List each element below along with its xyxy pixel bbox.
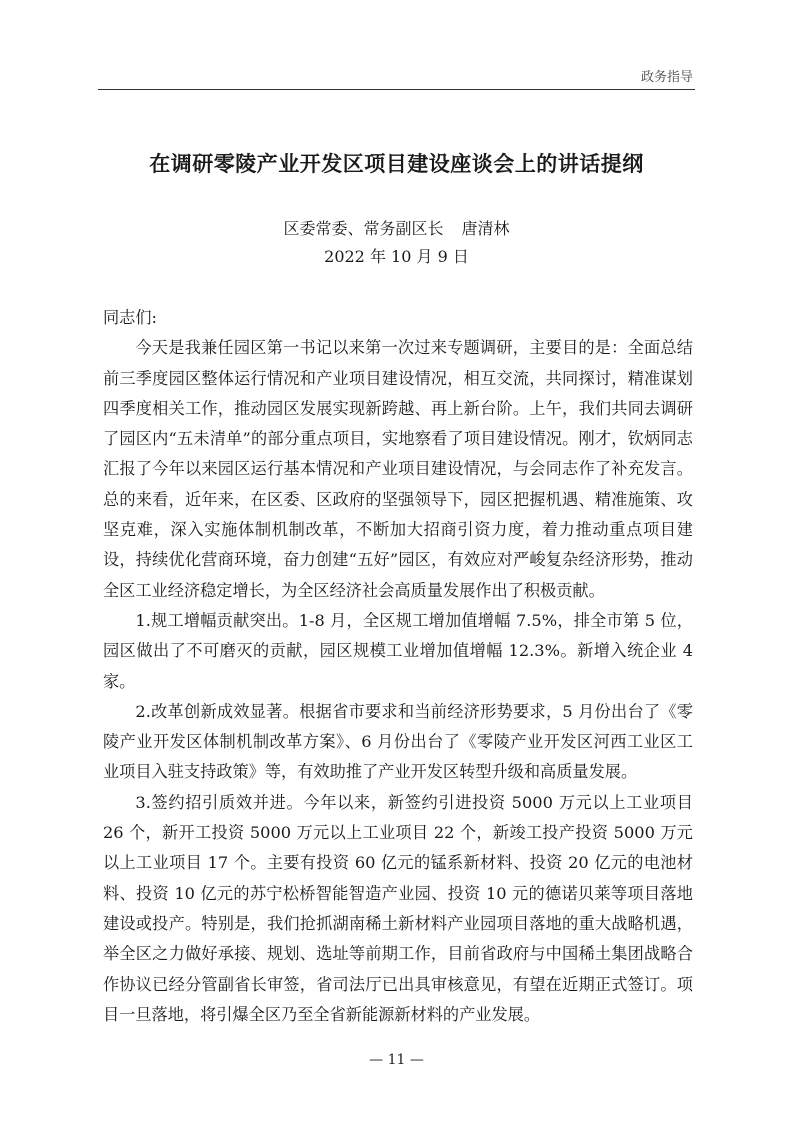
paragraph-item-3: 3.签约招引质效并进。今年以来，新签约引进投资 5000 万元以上工业项目 26 个，新开工投资 5000 万元以上工业项目 22 个，新竣工投产投资 5000 万元以上工业项目 17 个。主要有投资 60 亿元的锰系新材料、投资 20 亿元的电池材料、投资 10 亿元的苏宁松桥智能智造产业园、投资 10 元的德诺贝莱等项目落地建设或投产。特别是，我们抢抓湖南稀土新材料产业园项目落地的重大战略机遇，举全区之力做好承接、规划、选址等前期工作，目前省政府与中国稀土集团战略合作协议已经分管副省长审签，省司法厅已出具审核意见，有望在近期正式签订。项目一旦落地，将引爆全区乃至全省新能源新材料的产业发展。 [103, 792, 693, 1024]
author-line [98, 216, 695, 239]
paragraph-intro: 今天是我兼任园区第一书记以来第一次过来专题调研，主要目的是：全面总结前三季度园区整体运行情况和产业项目建设情况，相互交流，共同探讨，精准谋划四季度相关工作，推动园区发展实现新跨越、再上新台阶。上午，我们共同去调研了园区内“五未清单”的部分重点项目，实地察看了项目建设情况。刚才，钦炳同志汇报了今年以来园区运行基本情况和产业项目建设情况，与会同志作了补充发言。总的来看，近年来，在区委、区政府的坚强领导下，园区把握机遇、精准施策、攻坚克难，深入实施体制机制改革，不断加大招商引资力度，着力推动重点项目建设，持续优化营商环境，奋力创建“五好”园区，有效应对严峻复杂经济形势，推动全区工业经济稳定增长，为全区经济社会高质量发展作出了积极贡献。 [103, 338, 693, 600]
document-body [103, 303, 693, 1030]
paragraph-item-2: 2.改革创新成效显著。根据省市要求和当前经济形势要求，5 月份出台了《零陵产业开发区体制机制改革方案》、6 月份出台了《零陵产业开发区河西工业区工业项目入驻支持政策》等，有效助推了产业开发区转型升级和高质量发展。 [103, 701, 693, 782]
section-label: 政务指导 [640, 70, 693, 85]
document-date: 2022 年 10 月 9 日 [324, 247, 469, 266]
author-name: 唐清林 [461, 219, 510, 238]
header-divider [98, 89, 695, 90]
paragraph-item-1: 1.规工增幅贡献突出。1-8 月，全区规工增加值增幅 7.5%，排全市第 5 位，园区做出了不可磨灭的贡献，园区规模工业增加值增幅 12.3%。新增入统企业 4 家。 [103, 610, 693, 691]
page-number: — 11 — [369, 1052, 424, 1068]
author-title: 区委常委、常务副区长 [283, 219, 444, 238]
document-title: 在调研零陵产业开发区项目建设座谈会上的讲话提纲 [149, 152, 644, 176]
salutation: 同志们: [103, 308, 158, 327]
